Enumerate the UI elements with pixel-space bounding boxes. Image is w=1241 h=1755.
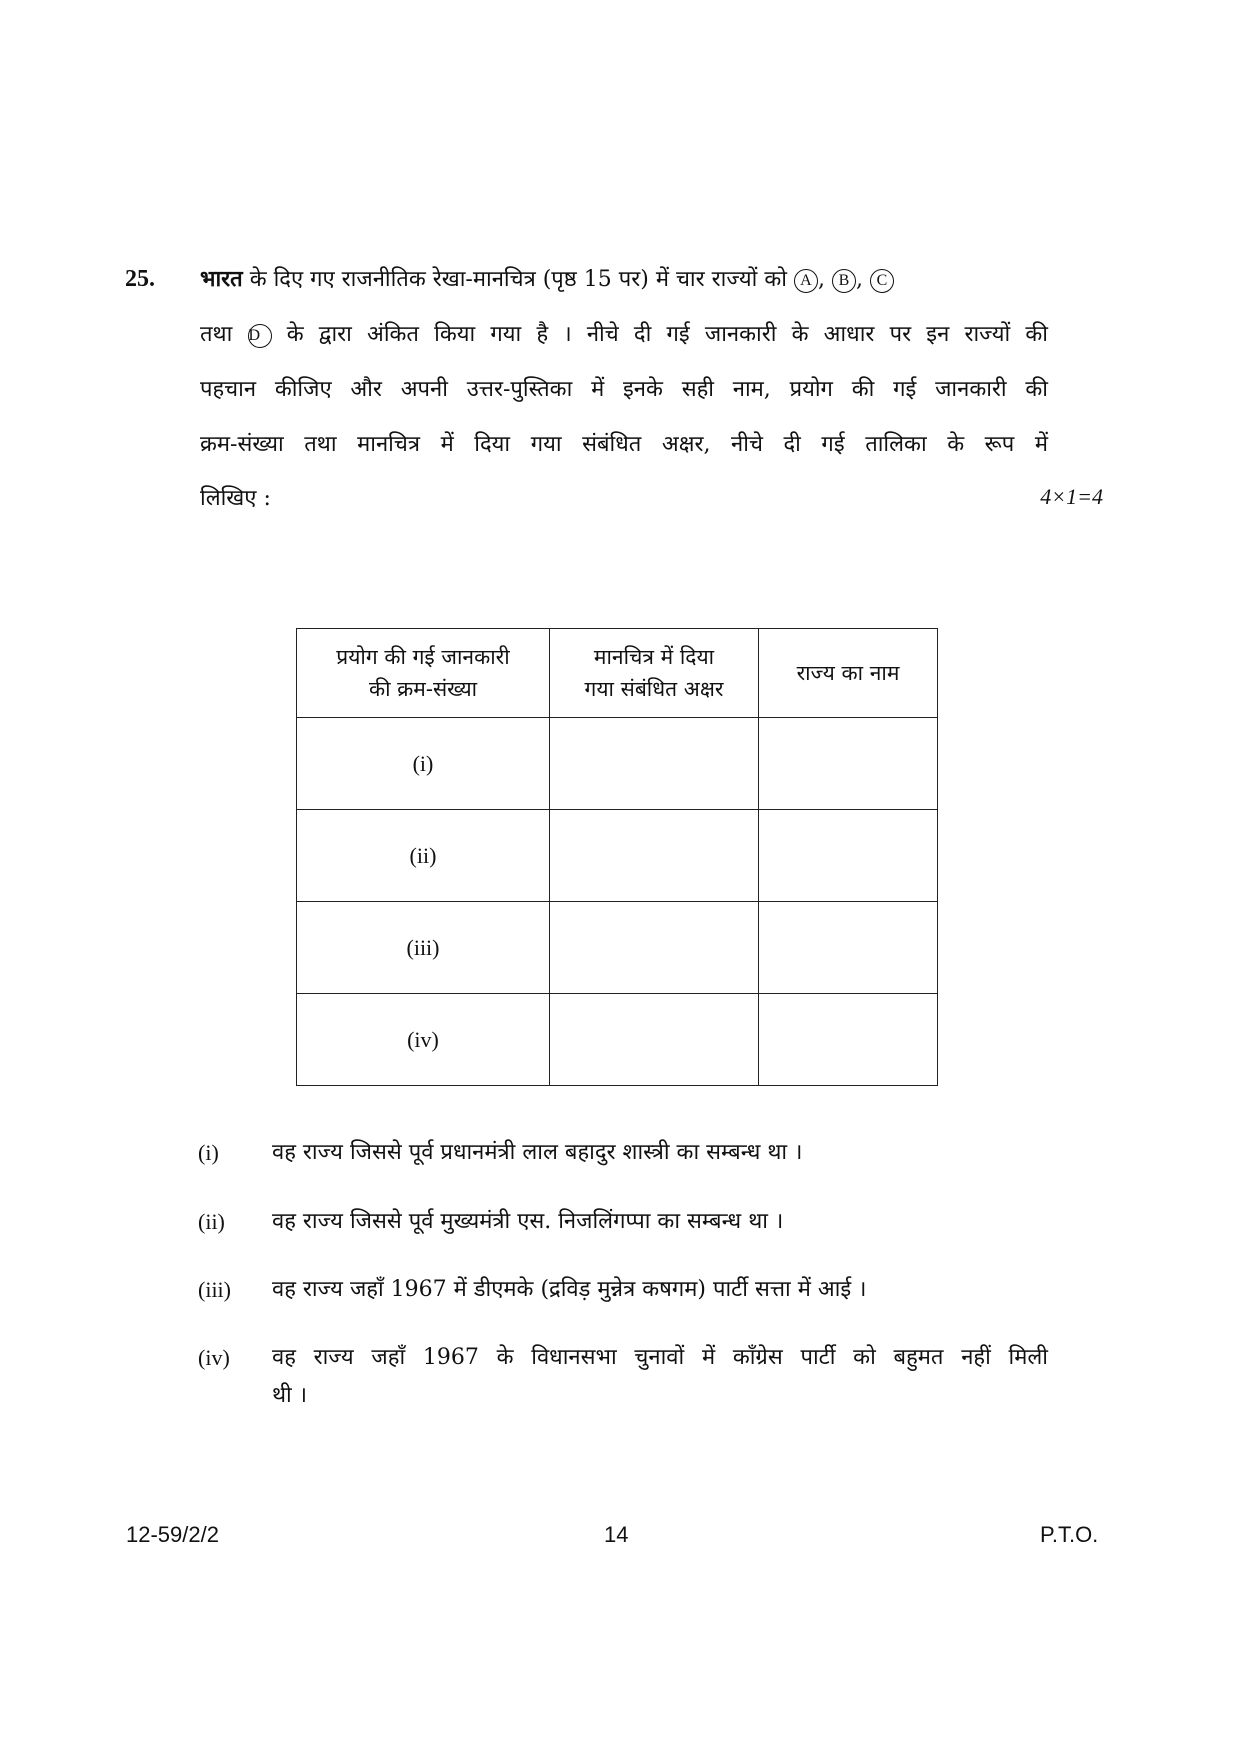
question-line-2 — [200, 320, 1048, 350]
question-line-2-prefix: तथा — [200, 322, 233, 347]
marker-c-icon: C — [870, 269, 894, 293]
table-cell-serial: (i) — [297, 718, 550, 810]
question-country: भारत — [200, 266, 243, 292]
marker-b-icon: B — [832, 269, 856, 293]
table-row — [297, 902, 938, 994]
table-header-row — [297, 629, 938, 718]
question-line-2-text: के द्वारा अंकित किया गया है । नीचे दी गई जानकारी के आधार पर इन राज्यों की — [286, 322, 1048, 347]
clue-text: वह राज्य जहाँ 1967 में डीएमके (द्रविड़ मुन्नेत्र कषगम) पार्टी सत्ता में आई । — [272, 1277, 867, 1302]
table-header-serial: प्रयोग की गई जानकारी की क्रम-संख्या — [297, 629, 550, 718]
clue-label: (iv) — [198, 1345, 230, 1370]
question-line-1-text: के दिए गए राजनीतिक रेखा-मानचित्र (पृष्ठ 15 पर) में चार राज्यों को — [249, 267, 787, 292]
clue-label: (ii) — [198, 1209, 225, 1234]
question-number: 25. — [125, 266, 155, 292]
clue-label: (iii) — [198, 1277, 231, 1302]
marks-allocation: 4×1=4 — [1040, 484, 1103, 509]
table-header-state: राज्य का नाम — [759, 629, 938, 718]
table-row — [297, 994, 938, 1086]
table-cell-letter — [550, 902, 759, 994]
table-cell-state — [759, 810, 938, 902]
table-cell-serial: (iii) — [297, 902, 550, 994]
table-cell-state — [759, 902, 938, 994]
pto-label: P.T.O. — [1040, 1522, 1099, 1547]
table-row — [297, 718, 938, 810]
question-line-1: भारत के दिए गए राजनीतिक रेखा-मानचित्र (पृष्ठ 15 पर) में चार राज्यों को A , B , C — [200, 264, 1048, 295]
table-cell-serial: (ii) — [297, 810, 550, 902]
clue-text: वह राज्य जहाँ 1967 के विधानसभा चुनावों में काँग्रेस पार्टी को बहुमत नहीं मिली — [272, 1345, 1048, 1370]
clue-text: वह राज्य जिससे पूर्व प्रधानमंत्री लाल बहादुर शास्त्री का सम्बन्ध था । — [272, 1140, 803, 1165]
question-line-5: लिखिए : — [200, 486, 271, 511]
marker-d-icon: D — [248, 324, 272, 348]
question-line-4: क्रम-संख्या तथा मानचित्र में दिया गया संबंधित अक्षर, नीचे दी गई तालिका के रूप में — [200, 432, 1048, 457]
clue-text: वह राज्य जिससे पूर्व मुख्यमंत्री एस. निजलिंगप्पा का सम्बन्ध था । — [272, 1209, 784, 1234]
table-cell-letter — [550, 810, 759, 902]
page-number: 14 — [604, 1522, 629, 1547]
table-cell-state — [759, 718, 938, 810]
question-line-3: पहचान कीजिए और अपनी उत्तर-पुस्तिका में इनके सही नाम, प्रयोग की गई जानकारी की — [200, 377, 1048, 402]
clue-text-continued: थी । — [272, 1383, 308, 1408]
table-cell-letter — [550, 718, 759, 810]
answer-table — [296, 628, 938, 1086]
table-row — [297, 810, 938, 902]
paper-code: 12-59/2/2 — [126, 1522, 219, 1547]
clue-label: (i) — [198, 1140, 219, 1165]
table-cell-letter — [550, 994, 759, 1086]
table-header-letter: मानचित्र में दिया गया संबंधित अक्षर — [550, 629, 759, 718]
marker-a-icon: A — [794, 269, 818, 293]
table-cell-state — [759, 994, 938, 1086]
table-cell-serial: (iv) — [297, 994, 550, 1086]
